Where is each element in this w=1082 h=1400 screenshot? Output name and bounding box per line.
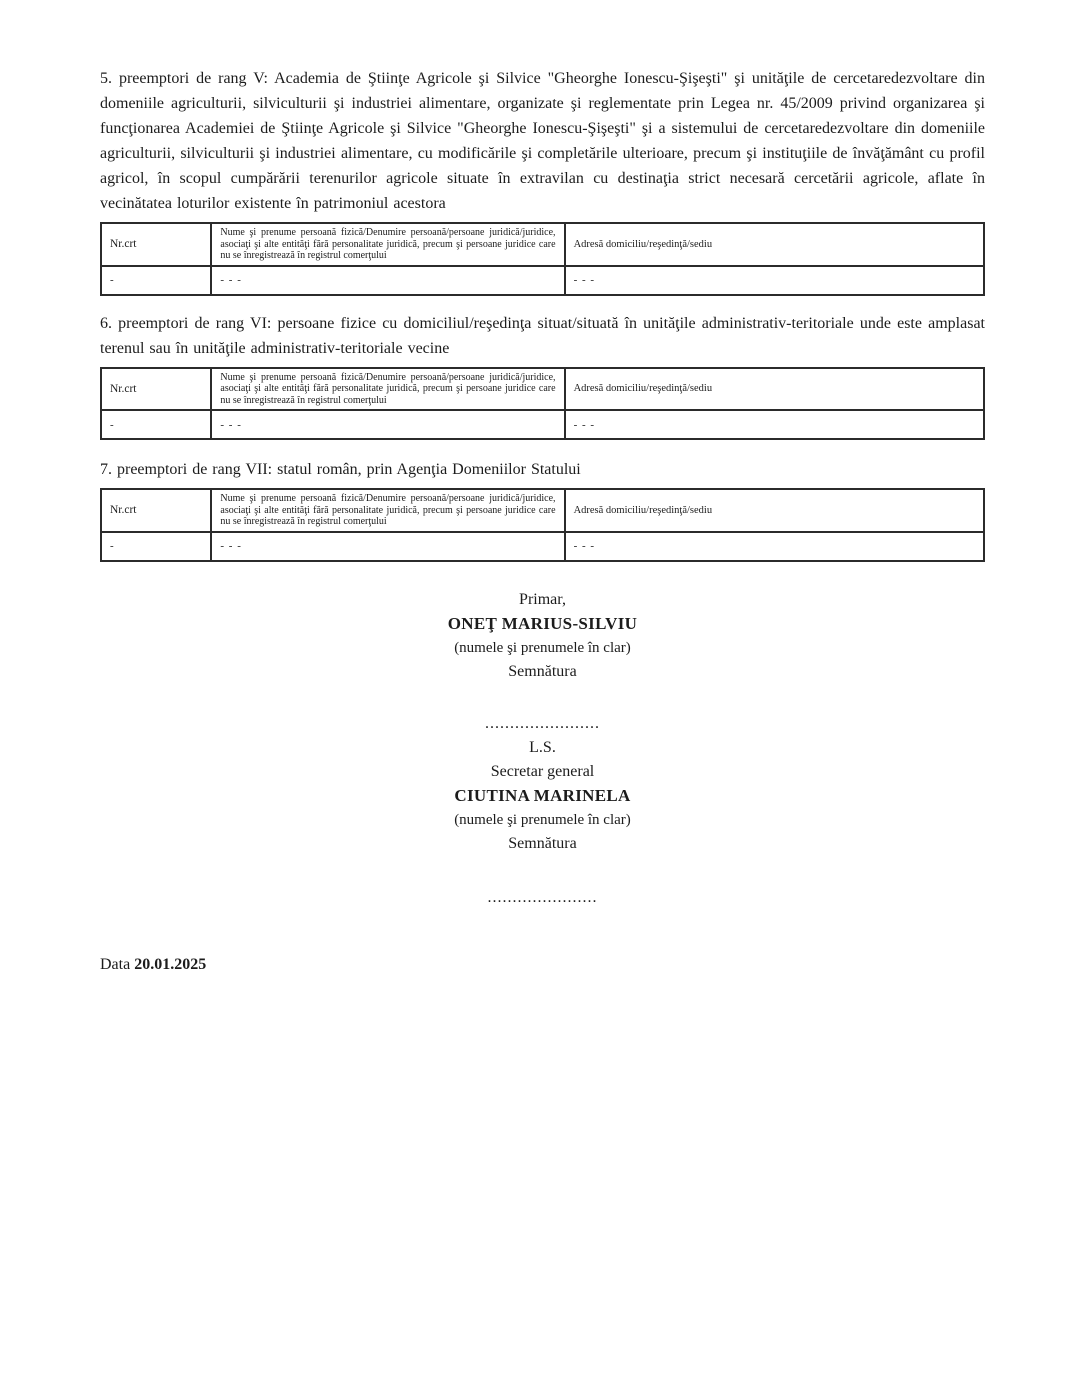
preemptor-table-rank-5 <box>100 222 985 296</box>
header-cell-nrcrt: Nr.crt <box>101 489 211 532</box>
primar-name-note: (numele şi prenumele în clar) <box>454 639 631 656</box>
secretar-name-note: (numele şi prenumele în clar) <box>454 811 631 828</box>
primar-name: ONEŢ MARIUS-SILVIU <box>447 613 638 633</box>
section-7-paragraph: 7. preemptori de rang VII: statul român, prin Agenţia Domeniilor Statului <box>100 461 581 478</box>
date-label: Data <box>100 955 131 973</box>
cell-address: - - - <box>565 410 984 439</box>
table-row <box>101 532 984 561</box>
preemptor-table-rank-6 <box>100 367 985 441</box>
cell-nrcrt: - <box>101 532 211 561</box>
header-cell-name: Nume şi prenume persoană fizică/Denumire persoană/persoane juridică/juridice, asociaţi şi alte entităţi fără personalitate juridică, precum şi persoane juridice care nu se înregistrează în registrul comerţului <box>211 368 564 411</box>
header-cell-name: Nume şi prenume persoană fizică/Denumire persoană/persoane juridică/juridice, asociaţi şi alte entităţi fără personalitate juridică, precum şi persoane juridice care nu se înregistrează în registrul comerţului <box>211 223 564 266</box>
header-cell-name: Nume şi prenume persoană fizică/Denumire persoană/persoane juridică/juridice, asociaţi şi alte entităţi fără personalitate juridică, precum şi persoane juridice care nu se înregistrează în registrul comerţului <box>211 489 564 532</box>
header-cell-address: Adresă domiciliu/reşedinţă/sediu <box>565 489 984 532</box>
secretar-name: CIUTINA MARINELA <box>454 785 631 805</box>
header-cell-address: Adresă domiciliu/reşedinţă/sediu <box>565 368 984 411</box>
cell-name: - - - <box>211 266 564 295</box>
section-5-paragraph: 5. preemptori de rang V: Academia de Ştiinţe Agricole şi Silvice "Gheorghe Ionescu-Şişeşti" şi unităţile de cercetaredezvoltare din domeniile agriculturii, silviculturii şi industriei alimentare, organizate şi reglementate prin Legea nr. 45/2009 privind organizarea şi funcţionarea Academiei de Ştiinţe Agricole şi Silvice "Gheorghe Ionescu-Şişeşti" şi a sistemului de cercetaredezvoltare din domeniile agriculturii, silviculturii şi industriei alimentare, cu modificările şi completările ulterioare, precum şi instituţiile de învăţământ cu profil agricol, în scopul cumpărării terenurilor agricole situate în extravilan cu destinaţia strict necesară cercetării agricole, aflate în vecinătatea loturilor existente în patrimoniul acestora <box>100 70 985 212</box>
header-cell-nrcrt: Nr.crt <box>101 223 211 266</box>
cell-name: - - - <box>211 532 564 561</box>
secretar-role-label: Secretar general <box>490 762 595 780</box>
section-preemptor-rank-5 <box>100 66 985 296</box>
header-cell-nrcrt: Nr.crt <box>101 368 211 411</box>
table-header-row <box>101 489 984 532</box>
table-header-row <box>101 223 984 266</box>
section-preemptor-rank-6 <box>100 311 985 441</box>
table-row <box>101 266 984 295</box>
signature-block-primar <box>100 588 985 760</box>
preemptor-table-rank-7 <box>100 488 985 562</box>
section-preemptor-rank-7 <box>100 457 985 562</box>
primar-signature-label: Semnătura <box>508 662 577 680</box>
section-6-paragraph: 6. preemptori de rang VI: persoane fizice cu domiciliul/reşedinţa situat/situată în unităţile administrativ-teritoriale unde este amplasat terenul sau în unităţile administrativ-teritoriale vecine <box>100 314 985 357</box>
cell-nrcrt: - <box>101 410 211 439</box>
table-header-row <box>101 368 984 411</box>
header-cell-address: Adresă domiciliu/reşedinţă/sediu <box>565 223 984 266</box>
primar-signature-dotted-line: ....................... <box>485 714 600 732</box>
cell-name: - - - <box>211 410 564 439</box>
date-line <box>100 956 985 974</box>
secretar-signature-dotted-line: ...................... <box>487 888 598 906</box>
secretar-signature-label: Semnătura <box>508 834 577 852</box>
date-value: 20.01.2025 <box>134 955 207 973</box>
primar-role-label: Primar, <box>519 590 566 608</box>
signature-block-secretar <box>100 760 985 910</box>
stamp-ls-label: L.S. <box>529 738 556 756</box>
cell-address: - - - <box>565 532 984 561</box>
cell-nrcrt: - <box>101 266 211 295</box>
cell-address: - - - <box>565 266 984 295</box>
table-row <box>101 410 984 439</box>
